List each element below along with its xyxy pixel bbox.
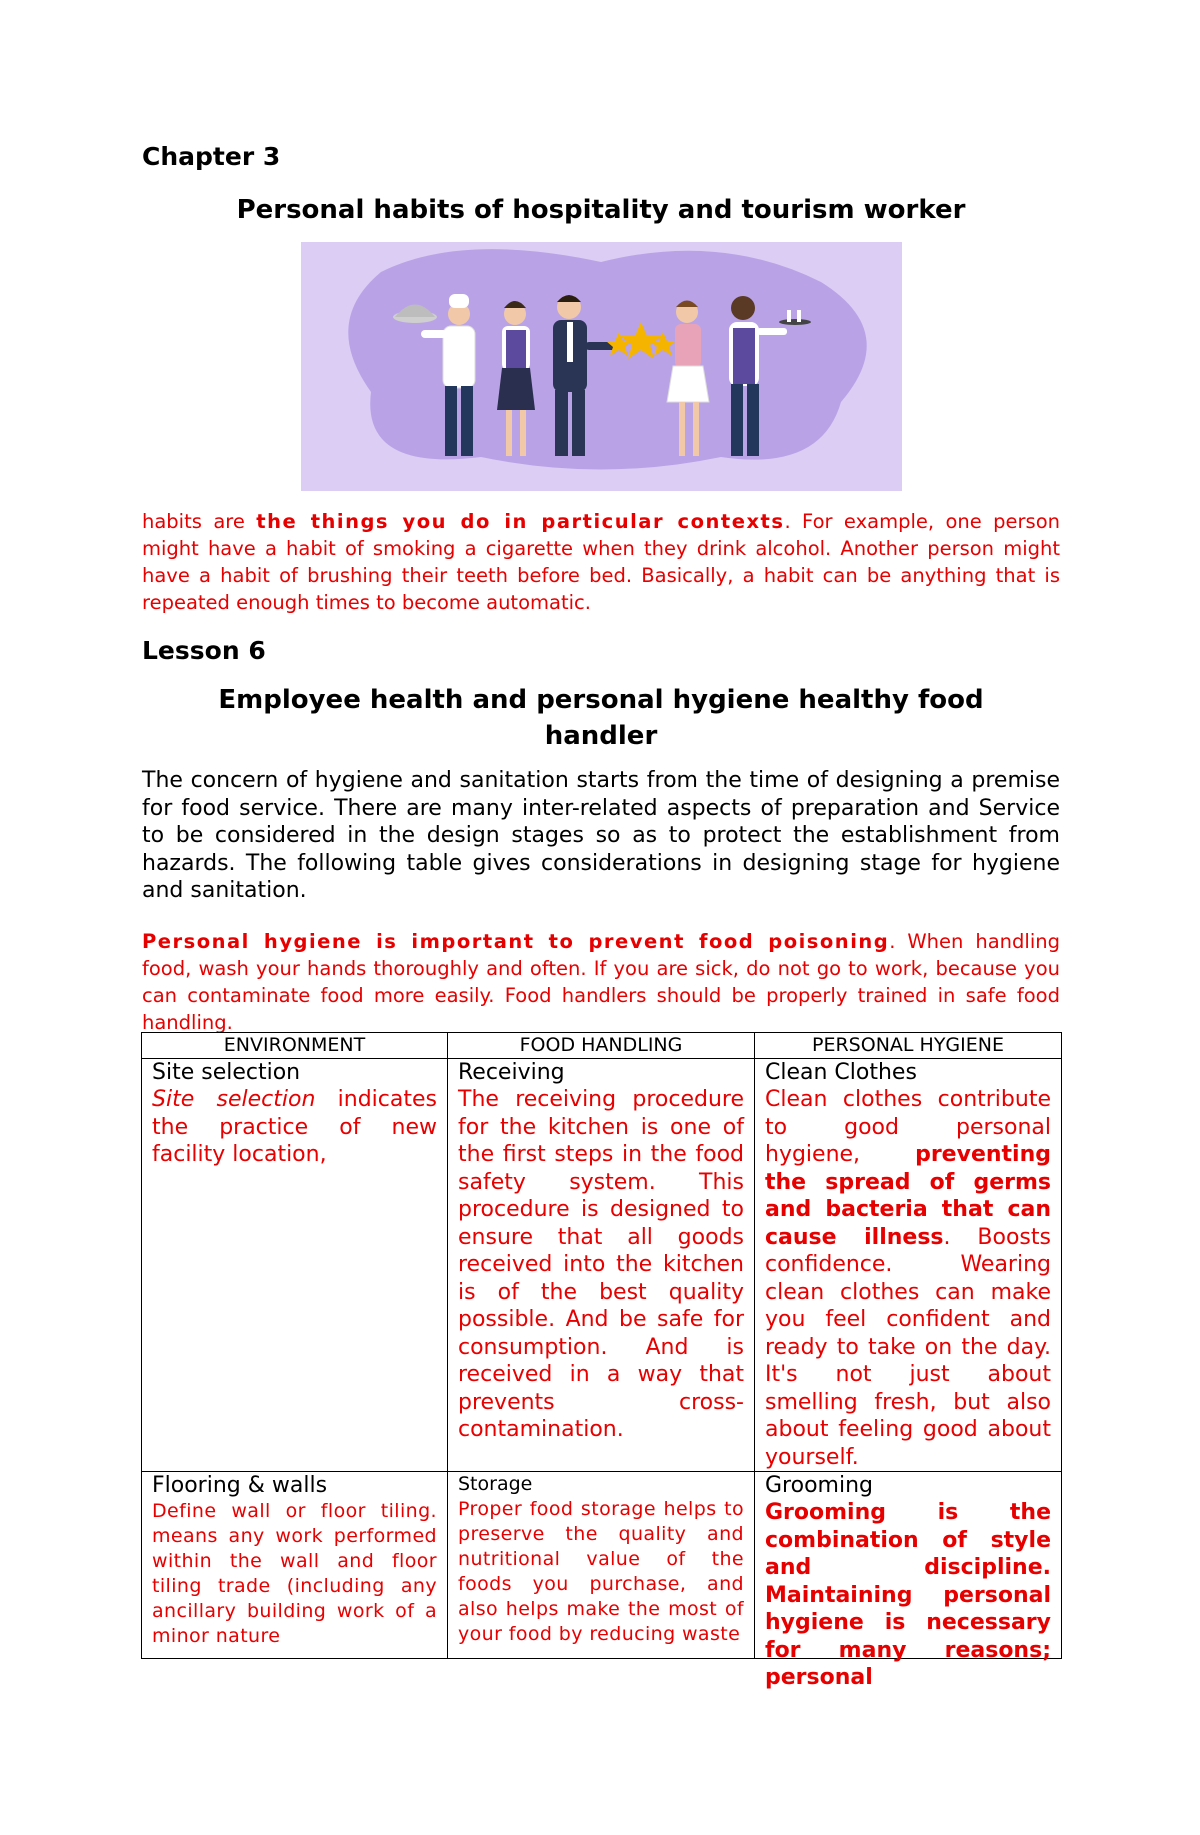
cell-site-selection — [142, 1059, 448, 1472]
hygiene-rest: . When handling food, wash your hands thoroughly and often. If you are sick, do not go to work, because you can contaminate food more easily. Food handlers should be properly trained in safe food handling. — [142, 930, 1060, 1034]
cell-title: Clean Clothes — [765, 1060, 917, 1085]
cell-title: Site selection — [152, 1060, 301, 1085]
hygiene-considerations-table — [141, 1032, 1062, 1690]
staff-illustration-svg — [301, 242, 902, 491]
cell-body-lead: Clean clothes contribute to good personal hygiene, — [765, 1087, 1051, 1167]
habits-rest: . For example, one person might have a habit of smoking a cigarette when they drink alcohol. Another person might have a habit of brushing their teeth before bed. Basically, a habit can be anything that is repeated enough times to become automatic. — [142, 510, 1060, 614]
cell-title: Receiving — [458, 1060, 565, 1085]
lesson-title: Employee health and personal hygiene healthy food handler — [218, 685, 984, 751]
habits-lead: habits are — [142, 510, 257, 533]
lesson-heading: Lesson 6 — [142, 636, 266, 665]
habits-paragraph — [142, 508, 1060, 616]
chapter-heading: Chapter 3 — [142, 142, 281, 171]
cell-clean-clothes — [755, 1059, 1062, 1472]
cell-body — [152, 1086, 437, 1169]
cell-title: Grooming — [765, 1473, 873, 1498]
hospitality-staff-illustration — [301, 242, 902, 491]
cell-receiving — [448, 1059, 755, 1472]
header-personal-hygiene: PERSONAL HYGIENE — [755, 1033, 1062, 1059]
hygiene-emphasis: Personal hygiene is important to prevent food poisoning — [142, 930, 890, 953]
cell-flooring-walls — [142, 1472, 448, 1659]
cell-title: Storage — [458, 1473, 533, 1495]
cell-grooming — [755, 1472, 1062, 1690]
table-row — [142, 1472, 1062, 1659]
header-environment: ENVIRONMENT — [142, 1033, 448, 1059]
hygiene-paragraph — [142, 928, 1060, 1036]
cell-body: Grooming is the combination of style and discipline. Maintaining personal hygiene is necessary for many reasons; personal — [765, 1500, 1051, 1690]
table-row — [142, 1059, 1062, 1472]
cell-body: The receiving procedure for the kitchen is one of the first steps in the food safety system. This procedure is designed to ensure that all goods received into the kitchen is of the best quality possible. And be safe for consumption. And is received in a way that prevents cross-contamination. — [458, 1087, 744, 1442]
cell-emphasis: preventing the spread of germs and bacteria that can cause illness — [765, 1142, 1051, 1250]
habits-emphasis: the things you do in particular contexts — [256, 510, 785, 533]
cell-title: Flooring & walls — [152, 1473, 328, 1498]
chapter-title: Personal habits of hospitality and tourism worker — [236, 195, 966, 225]
intro-paragraph: The concern of hygiene and sanitation starts from the time of designing a premise for food service. There are many inter-related aspects of preparation and Service to be considered in the design stages so as to protect the establishment from hazards. The following table gives considerations in designing stage for hygiene and sanitation. — [142, 768, 1060, 903]
cell-emphasis: Site selection — [152, 1087, 316, 1112]
cell-body: Proper food storage helps to preserve the quality and nutritional value of the foods you purchase, and also helps make the most of your food by reducing waste — [458, 1498, 744, 1645]
cell-body: Define wall or floor tiling. means any work performed within the wall and floor tiling trade (including any ancillary building work of a minor nature — [152, 1500, 437, 1647]
header-food-handling: FOOD HANDLING — [448, 1033, 755, 1059]
cell-body-rest: indicates the practice of new facility location, — [152, 1087, 437, 1167]
cell-storage — [448, 1472, 755, 1659]
table-header-row — [142, 1033, 1062, 1059]
cell-body — [765, 1086, 1051, 1471]
cell-body-rest: . Boosts confidence. Wearing clean clothes can make you feel confident and ready to take on the day. It's not just about smelling fresh, but also about feeling good about yourself. — [765, 1224, 1051, 1470]
